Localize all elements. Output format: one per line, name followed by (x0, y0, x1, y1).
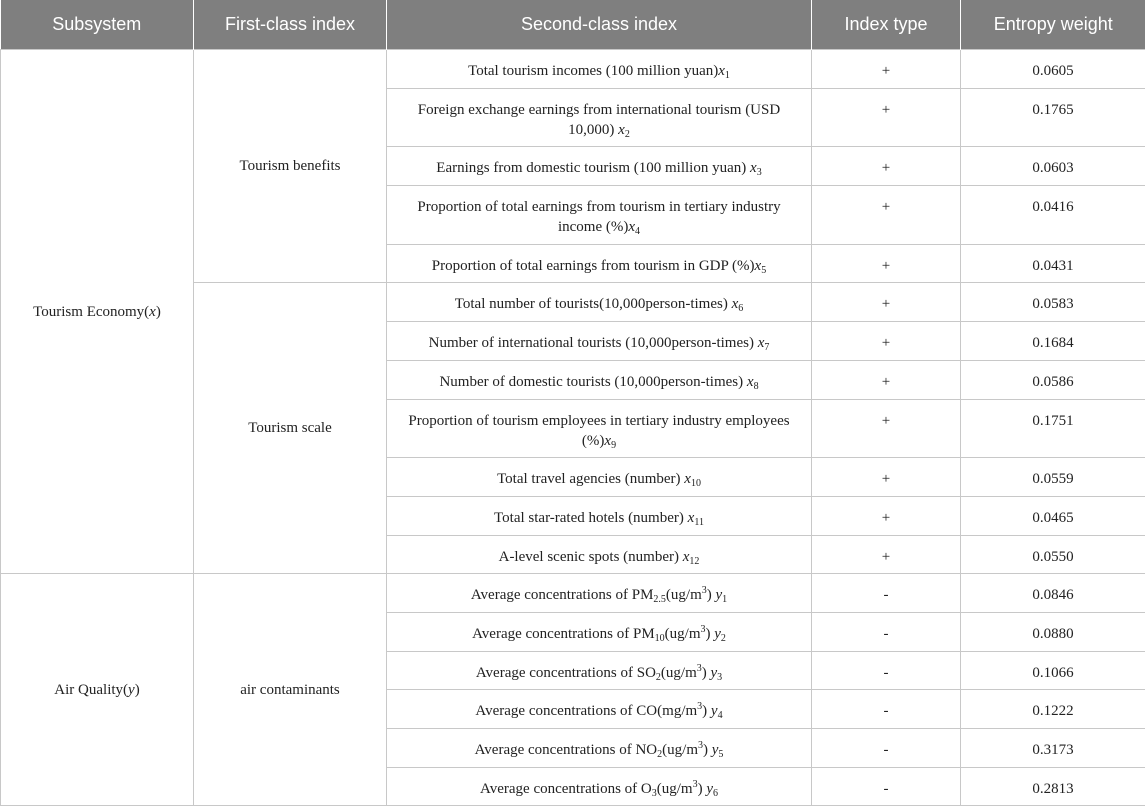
header-entropy-weight: Entropy weight (961, 0, 1145, 50)
entropy-weight: 0.1765 (961, 88, 1145, 147)
header-index-type: Index type (812, 0, 961, 50)
index-type: + (812, 88, 961, 147)
index-type: - (812, 690, 961, 729)
index-type: + (812, 496, 961, 535)
second-class-index: Number of international tourists (10,000person-times) $x_7$ (387, 322, 812, 361)
entropy-weight: 0.0416 (961, 186, 1145, 245)
second-class-index: A-level scenic spots (number) $x_{12}$ (387, 535, 812, 574)
index-type: + (812, 244, 961, 283)
index-type: + (812, 399, 961, 458)
second-class-index: Proportion of total earnings from tourism in tertiary industry income $(\%)x_4$ (387, 186, 812, 245)
second-class-index: Average concentrations of $CO(mg/m^3)$ $y_4$ (387, 690, 812, 729)
entropy-weight: 0.0586 (961, 360, 1145, 399)
entropy-weight: 0.0465 (961, 496, 1145, 535)
entropy-weight: 0.0605 (961, 50, 1145, 89)
second-class-index: Average concentrations of $O_3(ug/m^3)$ $y_6$ (387, 767, 812, 806)
header-subsystem: Subsystem (1, 0, 194, 50)
entropy-weight: 0.1684 (961, 322, 1145, 361)
entropy-weight: 0.1751 (961, 399, 1145, 458)
table-row (1, 50, 1145, 89)
index-type: + (812, 186, 961, 245)
index-type: + (812, 458, 961, 497)
second-class-index: Total number of tourists(10,000person-times) $x_6$ (387, 283, 812, 322)
second-class-index: Total tourism incomes (100 million $yuan)x_1$ (387, 50, 812, 89)
header-second-class-index: Second-class index (387, 0, 812, 50)
index-type: - (812, 651, 961, 690)
index-type: - (812, 767, 961, 806)
entropy-weight: 0.1222 (961, 690, 1145, 729)
second-class-index: Average concentrations of $PM_{2.5}(ug/m^3)$ $y_1$ (387, 574, 812, 613)
first-class-tourism-benefits: Tourism benefits (194, 50, 387, 283)
index-type: + (812, 535, 961, 574)
second-class-index: Proportion of total earnings from tourism in GDP $(\%)x_5$ (387, 244, 812, 283)
subsystem-tourism-economy: Tourism Economy(x) (1, 50, 194, 574)
table-row (1, 574, 1145, 613)
second-class-index: Number of domestic tourists (10,000person-times) $x_8$ (387, 360, 812, 399)
first-class-tourism-scale: Tourism scale (194, 283, 387, 574)
header-first-class-index: First-class index (194, 0, 387, 50)
index-type: + (812, 147, 961, 186)
index-type: - (812, 729, 961, 768)
entropy-weight: 0.0880 (961, 612, 1145, 651)
entropy-weight: 0.0431 (961, 244, 1145, 283)
second-class-index: Foreign exchange earnings from international tourism (USD 10,000) $x_2$ (387, 88, 812, 147)
entropy-weight: 0.1066 (961, 651, 1145, 690)
first-class-air-contaminants: air contaminants (194, 574, 387, 806)
second-class-index: Average concentrations of $SO_2(ug/m^3)$ $y_3$ (387, 651, 812, 690)
second-class-index: Total travel agencies (number) $x_{10}$ (387, 458, 812, 497)
index-type: + (812, 360, 961, 399)
subsystem-air-quality: Air Quality(y) (1, 574, 194, 806)
second-class-index: Proportion of tourism employees in tertiary industry employees $(\%)x_9$ (387, 399, 812, 458)
index-type: + (812, 322, 961, 361)
second-class-index: Average concentrations of $PM_{10}(ug/m^3)$ $y_2$ (387, 612, 812, 651)
second-class-index: Total star-rated hotels (number) $x_{11}$ (387, 496, 812, 535)
index-type: + (812, 50, 961, 89)
entropy-weight: 0.0550 (961, 535, 1145, 574)
entropy-weight: 0.0846 (961, 574, 1145, 613)
table-header (1, 0, 1145, 50)
entropy-weight: 0.0559 (961, 458, 1145, 497)
entropy-weight: 0.0583 (961, 283, 1145, 322)
entropy-weight: 0.3173 (961, 729, 1145, 768)
second-class-index: Average concentrations of $NO_2(ug/m^3)$ $y_5$ (387, 729, 812, 768)
entropy-weight: 0.0603 (961, 147, 1145, 186)
index-type: - (812, 574, 961, 613)
second-class-index: Earnings from domestic tourism (100 million yuan) $x_3$ (387, 147, 812, 186)
index-type: + (812, 283, 961, 322)
index-type: - (812, 612, 961, 651)
entropy-weight: 0.2813 (961, 767, 1145, 806)
